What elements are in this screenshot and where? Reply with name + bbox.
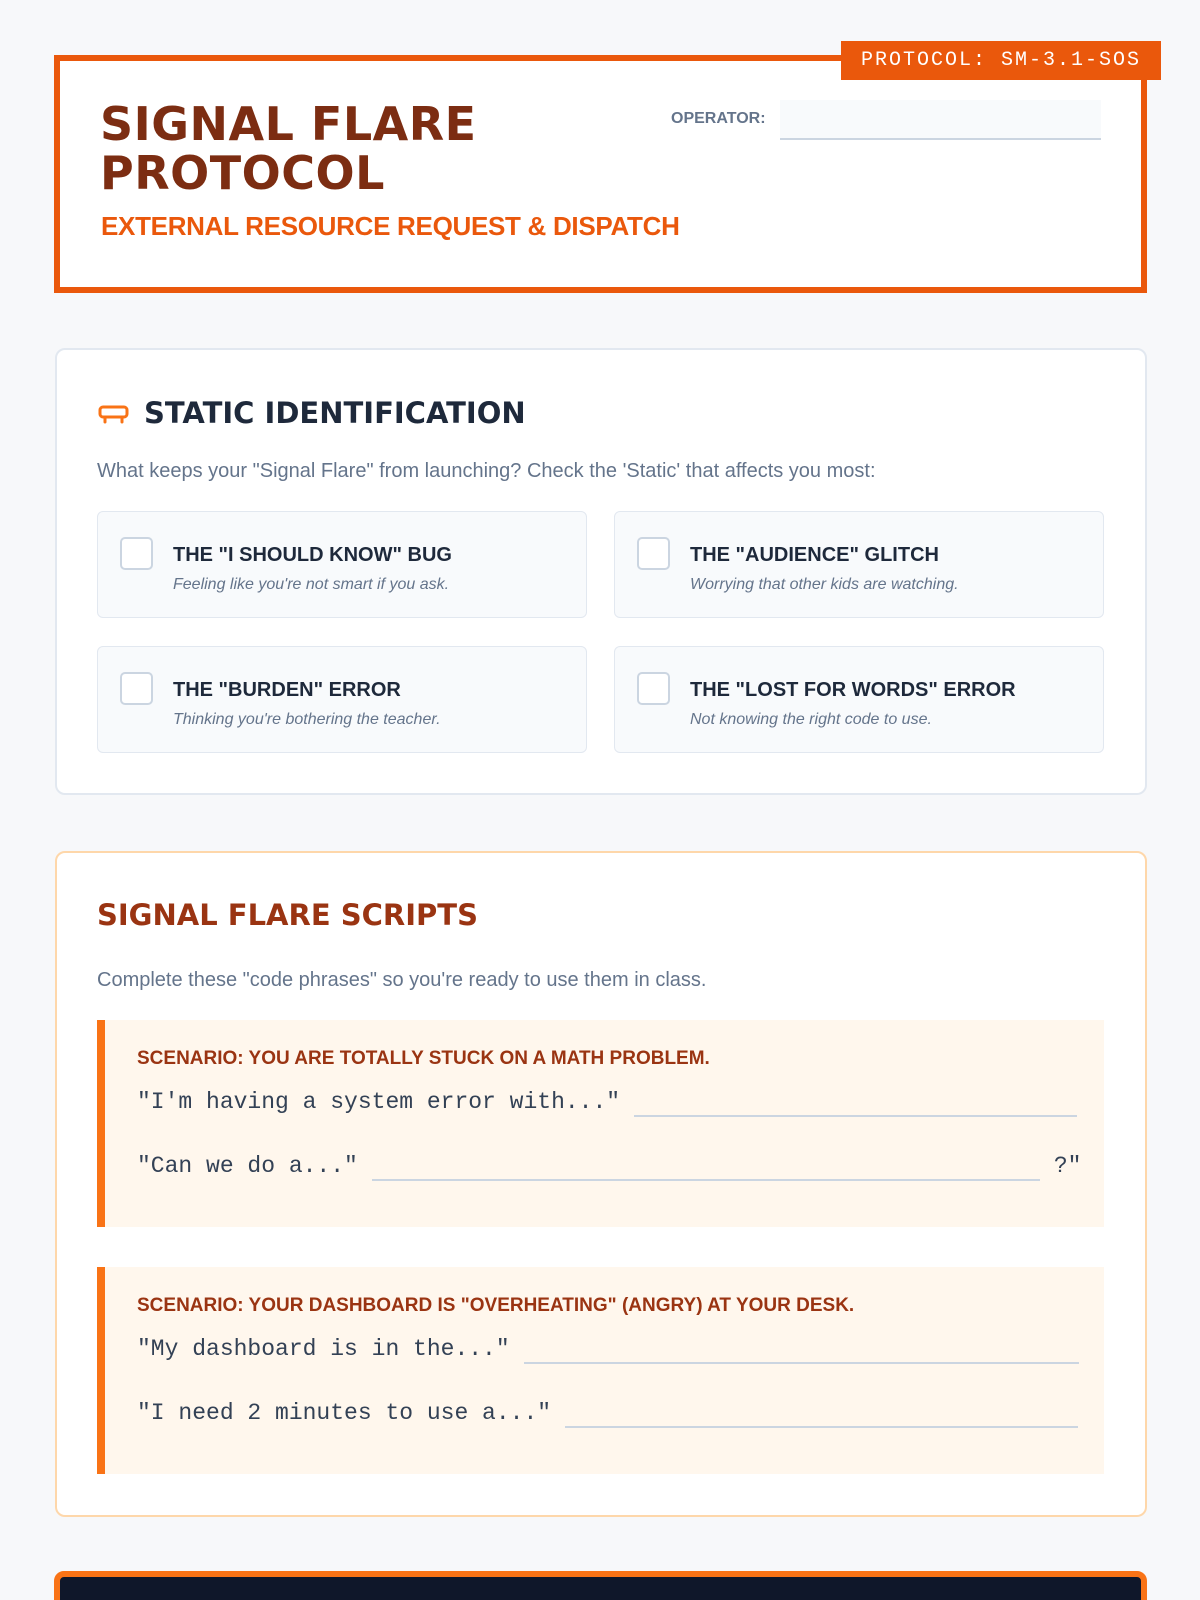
script-suffix: ?" [1053, 1153, 1082, 1179]
static-option-should-know[interactable] [97, 511, 587, 618]
script-blank-field[interactable] [524, 1338, 1079, 1364]
scripts-section-title: SIGNAL FLARE SCRIPTS [97, 898, 478, 932]
scenario-label: SCENARIO: YOU ARE TOTALLY STUCK ON A MATH PROBLEM. [137, 1048, 710, 1069]
script-blank-field[interactable] [634, 1091, 1077, 1117]
page-title: SIGNAL FLARE PROTOCOL [100, 97, 477, 200]
static-option-audience[interactable] [614, 511, 1104, 618]
static-option-burden[interactable] [97, 646, 587, 753]
checkbox[interactable] [120, 672, 153, 705]
dispatch-panel [54, 1571, 1147, 1600]
router-icon [98, 404, 129, 426]
checkbox[interactable] [637, 537, 670, 570]
operator-field[interactable] [780, 100, 1101, 140]
option-title: THE "LOST FOR WORDS" ERROR [690, 679, 1016, 701]
script-prefix: "Can we do a..." [137, 1153, 358, 1179]
option-subtitle: Not knowing the right code to use. [690, 711, 932, 728]
scripts-section-description: Complete these "code phrases" so you're ready to use them in class. [97, 969, 707, 991]
page-subtitle: EXTERNAL RESOURCE REQUEST & DISPATCH [101, 211, 680, 241]
option-title: THE "AUDIENCE" GLITCH [690, 544, 939, 566]
option-subtitle: Feeling like you're not smart if you ask. [173, 576, 450, 593]
option-subtitle: Worrying that other kids are watching. [690, 576, 959, 593]
option-subtitle: Thinking you're bothering the teacher. [173, 711, 441, 728]
scenario-math-stuck [97, 1020, 1104, 1227]
scenario-dashboard-overheating [97, 1267, 1104, 1474]
script-prefix: "My dashboard is in the..." [137, 1336, 510, 1362]
script-prefix: "I need 2 minutes to use a..." [137, 1400, 552, 1426]
option-title: THE "I SHOULD KNOW" BUG [173, 544, 452, 566]
checkbox[interactable] [120, 537, 153, 570]
script-line [137, 1334, 1079, 1364]
static-section-title: STATIC IDENTIFICATION [144, 396, 526, 430]
script-prefix: "I'm having a system error with..." [137, 1089, 621, 1115]
checkbox[interactable] [637, 672, 670, 705]
operator-label: OPERATOR: [671, 110, 766, 127]
script-line [137, 1398, 1078, 1428]
static-option-lost-for-words[interactable] [614, 646, 1104, 753]
protocol-tag: PROTOCOL: SM-3.1-SOS [841, 41, 1161, 80]
scenario-label: SCENARIO: YOUR DASHBOARD IS "OVERHEATING" (ANGRY) AT YOUR DESK. [137, 1295, 855, 1316]
script-blank-field[interactable] [565, 1402, 1078, 1428]
static-section-description: What keeps your "Signal Flare" from launching? Check the 'Static' that affects you most: [97, 460, 876, 482]
script-blank-field[interactable] [372, 1155, 1040, 1181]
script-line [137, 1151, 1081, 1181]
option-title: THE "BURDEN" ERROR [173, 679, 401, 701]
script-line [137, 1087, 1077, 1117]
